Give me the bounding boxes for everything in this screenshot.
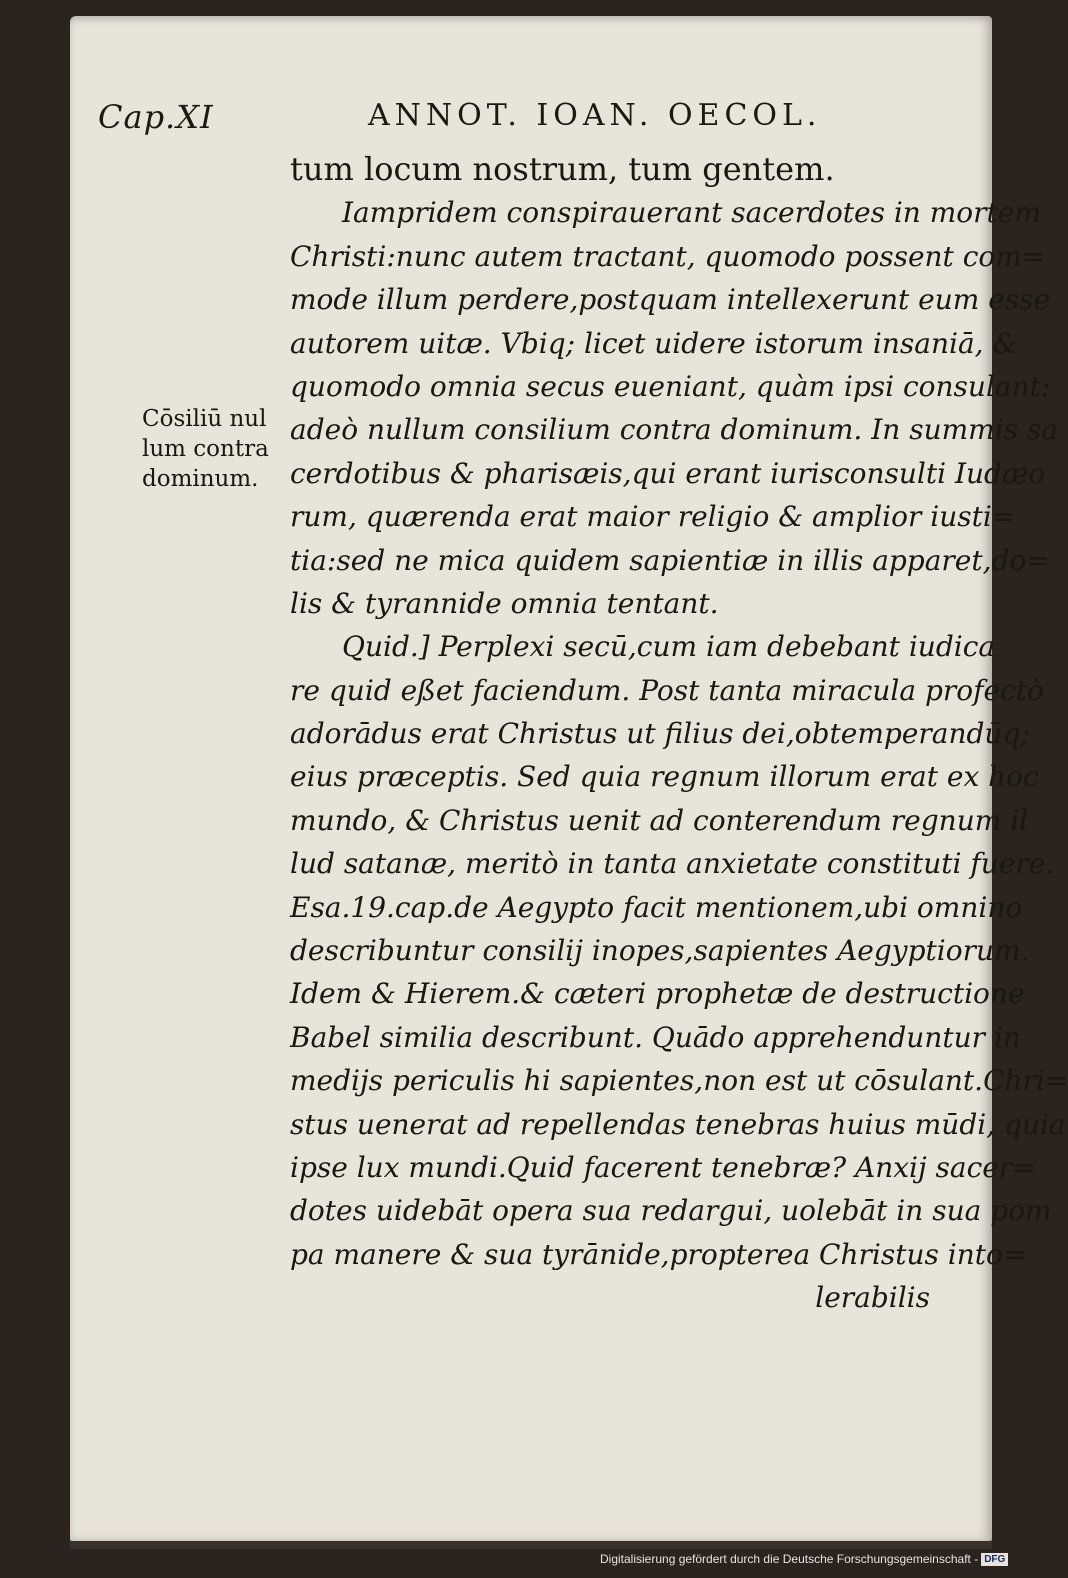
margin-note-line: dominum. <box>142 466 259 492</box>
footer-text: Digitalisierung gefördert durch die Deutsche Forschungsgemeinschaft - <box>600 1552 979 1566</box>
text-line: rum, quærenda erat maior religio & amplior iusti= <box>290 500 1016 534</box>
text-line: Esa.19.cap.de Aegypto facit mentionem,ubi omnino <box>290 890 1023 924</box>
text-line: autorem uitæ. Vbiq; licet uidere istorum insaniā, & <box>290 326 1018 360</box>
text-line: quomodo omnia secus eueniant, quàm ipsi consulant: <box>290 369 1051 403</box>
text-line: cerdotibus & pharisæis,qui erant iurisconsulti Iudæo <box>290 456 1046 490</box>
body-text <box>290 148 1068 1320</box>
text-line: tum locum nostrum, tum gentem. <box>290 150 835 188</box>
text-line: adeò nullum consilium contra dominum. In summis sa <box>290 413 1058 447</box>
text-line: tia:sed ne mica quidem sapientiæ in illis apparet,do= <box>290 543 1050 577</box>
text-line: re quid eßet faciendum. Post tanta miracula profectò <box>290 673 1044 707</box>
text-line: stus uenerat ad repellendas tenebras huius mūdi, quia <box>290 1107 1066 1141</box>
text-line: mundo, & Christus uenit ad conterendum regnum il <box>290 803 1029 837</box>
page-edge <box>70 1541 992 1549</box>
text-line: describuntur consilij inopes,sapientes Aegyptiorum. <box>290 934 1030 968</box>
dfg-logo-icon: DFG <box>981 1553 1008 1566</box>
text-line: eius præceptis. Sed quia regnum illorum erat ex hoc <box>290 760 1039 794</box>
text-line: lis & tyrannide omnia tentant. <box>290 586 719 620</box>
text-line: mode illum perdere,postquam intellexerunt eum esse <box>290 283 1051 317</box>
text-line: Christi:nunc autem tractant, quomodo possent com= <box>290 239 1046 273</box>
text-line: adorādus erat Christus ut filius dei,obtemperandūq; <box>290 717 1030 751</box>
text-line: Iampridem conspirauerant sacerdotes in mortem <box>342 196 1041 230</box>
running-title: ANNOT. IOAN. OECOL. <box>368 98 822 133</box>
margin-note-line: lum contra <box>142 436 269 462</box>
text-line: Babel similia describunt. Quādo apprehenduntur in <box>290 1020 1021 1054</box>
chapter-label: Cap.XI <box>98 98 214 136</box>
text-line: pa manere & sua tyrānide,propterea Christus into= <box>290 1237 1027 1271</box>
text-line: dotes uidebāt opera sua redargui, uolebāt in sua pom <box>290 1194 1052 1228</box>
page-header <box>98 98 898 148</box>
text-line: medijs periculis hi sapientes,non est ut cōsulant.Chri= <box>290 1064 1068 1098</box>
margin-note <box>142 404 292 494</box>
text-line: Idem & Hierem.& cæteri prophetæ de destructione <box>290 977 1025 1011</box>
text-line: ipse lux mundi.Quid facerent tenebræ? Anxij sacer= <box>290 1150 1036 1184</box>
digitization-footer <box>600 1552 1006 1574</box>
catchword: lerabilis <box>815 1281 930 1315</box>
text-line: lud satanæ, meritò in tanta anxietate constituti fuere. <box>290 847 1055 881</box>
text-line: Quid.] Perplexi secū,cum iam debebant iudica <box>342 630 996 664</box>
margin-note-line: Cōsiliū nul <box>142 406 267 432</box>
